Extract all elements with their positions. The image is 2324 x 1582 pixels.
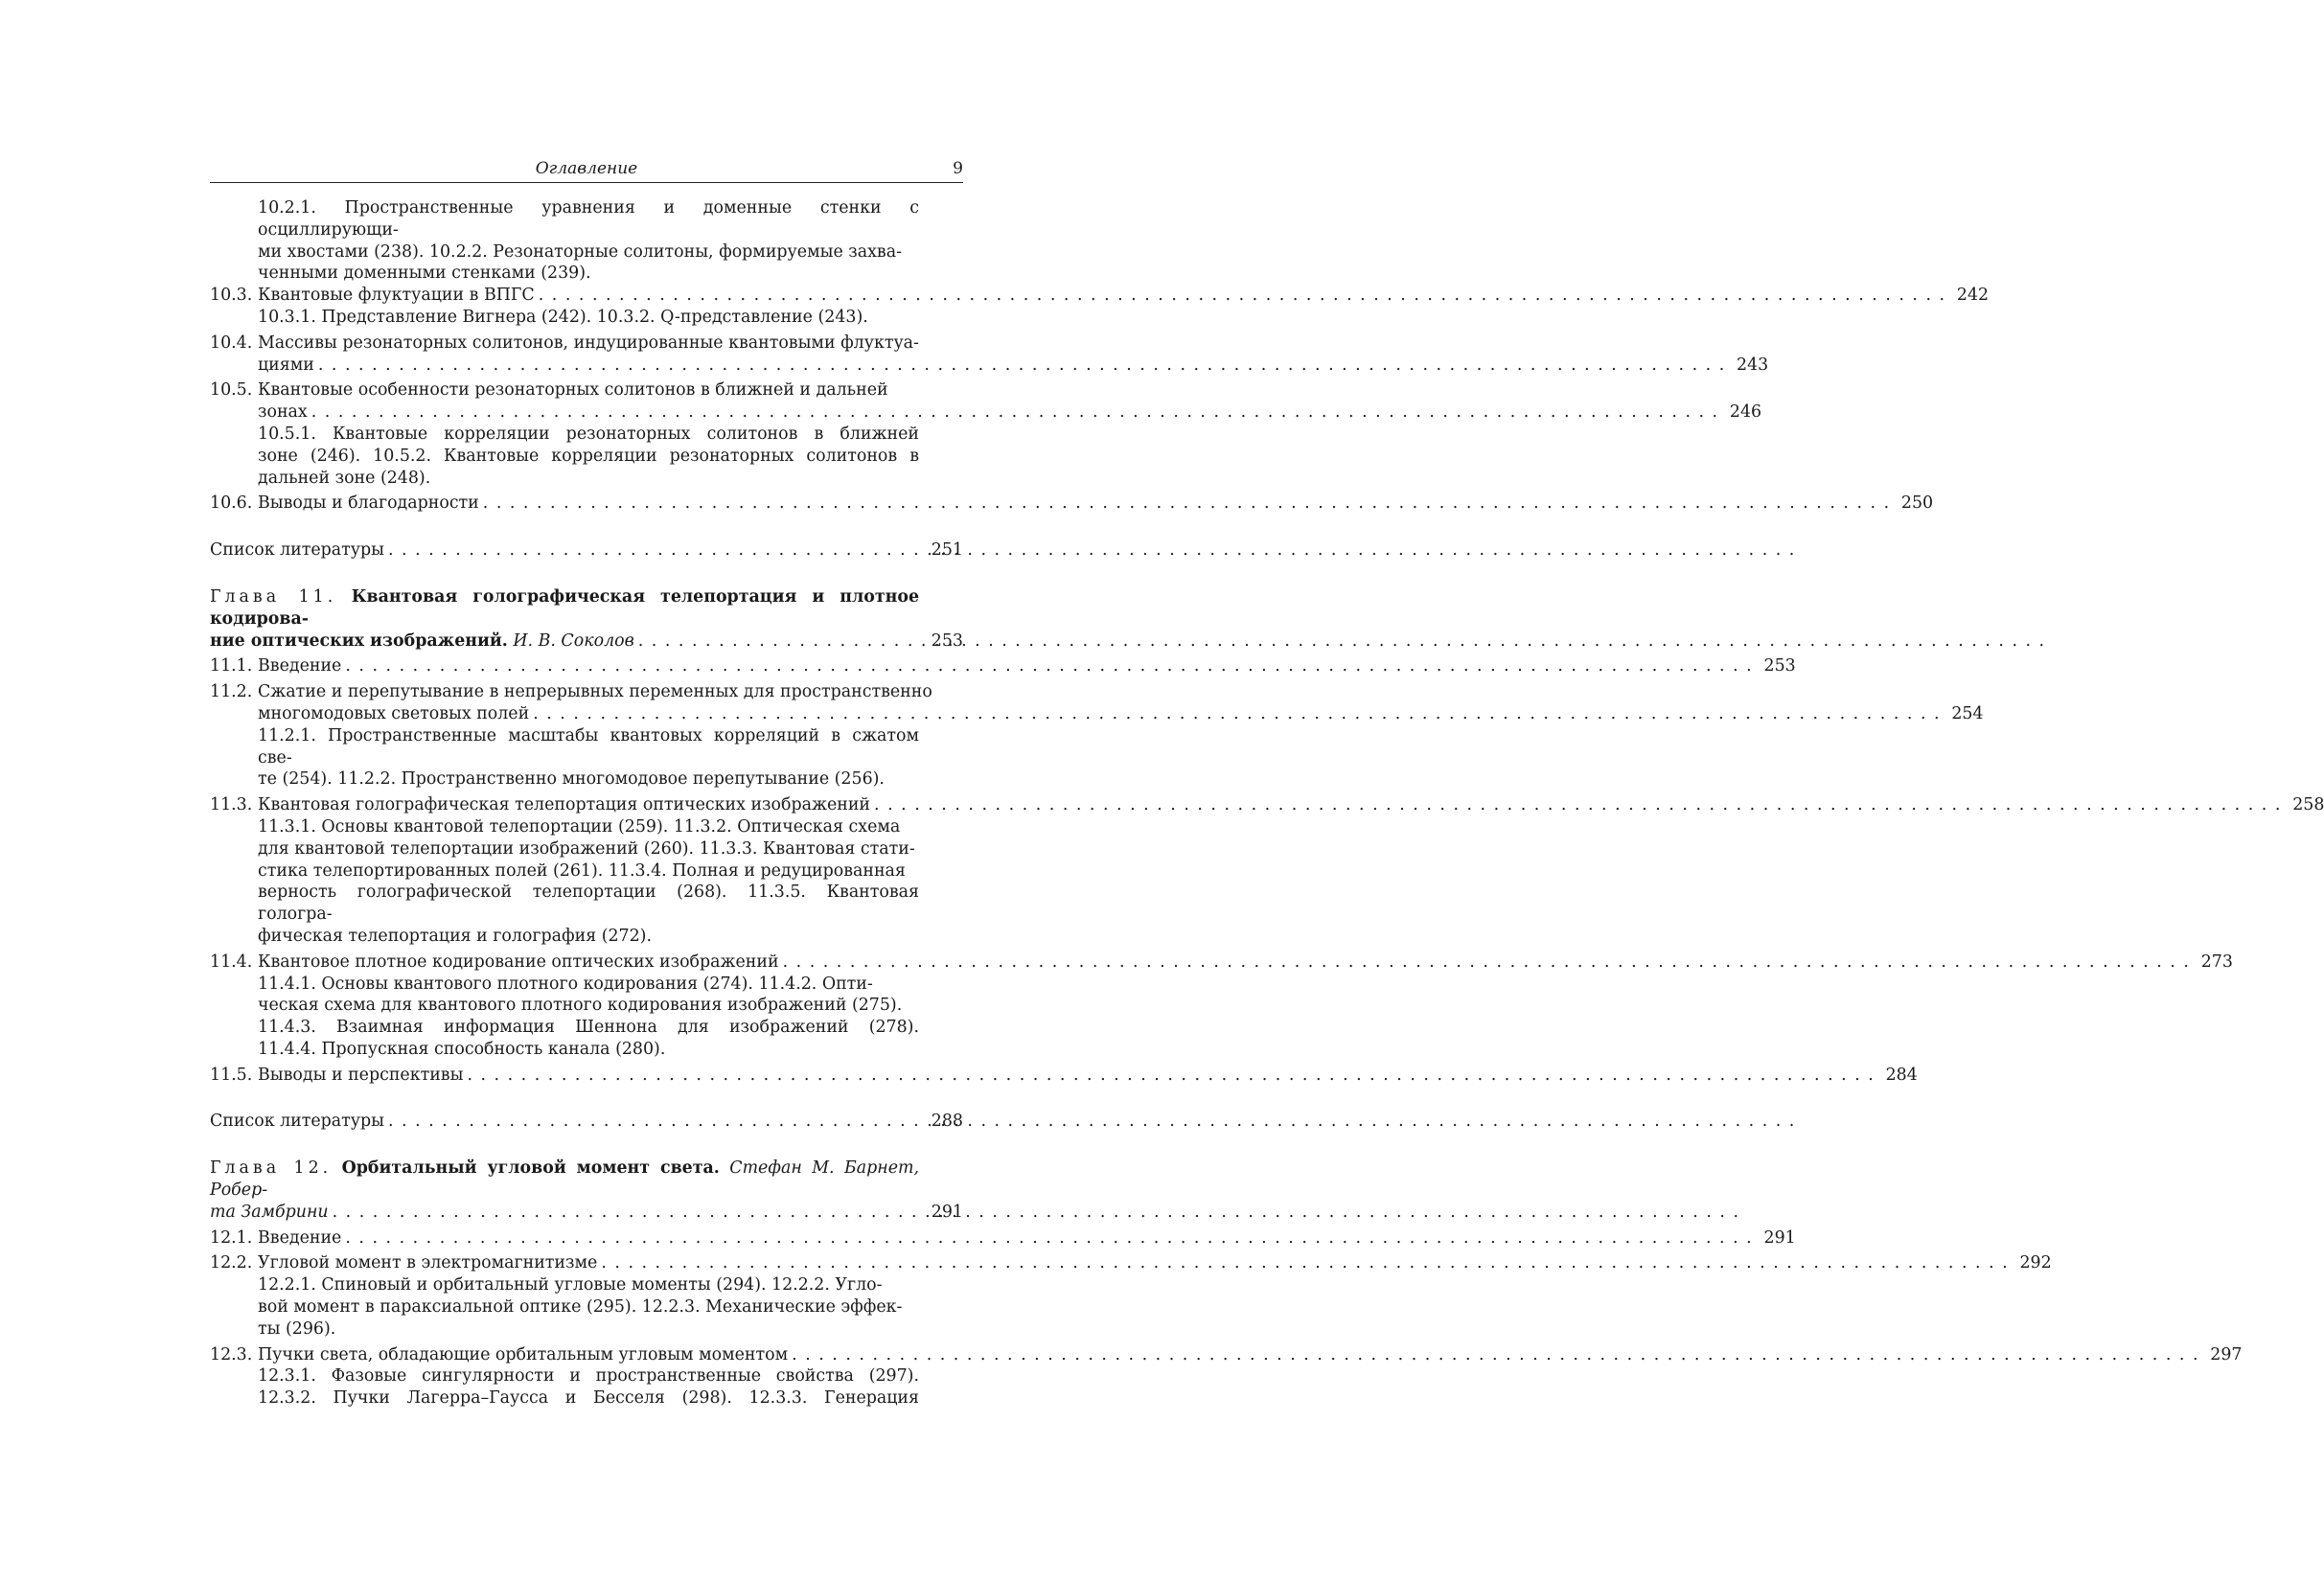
- toc-sub-line: 11.4.3. Взаимная информация Шеннона для изображений (278).: [258, 1018, 919, 1038]
- toc-sub-line: 11.3.1. Основы квантовой телепортации (259). 11.3.2. Оптическая схема: [258, 816, 901, 837]
- chapter-author: Стефан М. Барнет, Робер-: [210, 1158, 919, 1201]
- section-number: 11.2.: [210, 682, 253, 702]
- toc-sub-line: ческая схема для квантового плотного кодирования изображений (275).: [258, 996, 903, 1016]
- toc-entry[interactable]: [210, 1065, 1918, 1087]
- section-number: 11.5.: [210, 1065, 253, 1085]
- toc-sub-line: фическая телепортация и голография (272).: [258, 926, 652, 946]
- section-title-text: Выводы и перспективы: [258, 1065, 464, 1085]
- toc-entry[interactable]: [210, 1344, 2243, 1366]
- toc-entry[interactable]: [210, 379, 1762, 424]
- section-page: 254: [1951, 703, 1984, 723]
- chapter-label: Глава 11.: [210, 586, 337, 607]
- section-title-text: Квантовые особенности резонаторных солитонов в ближней и дальней: [258, 380, 888, 401]
- section-page: 242: [1956, 286, 1990, 306]
- section-page: 284: [1885, 1065, 1918, 1085]
- section-number: 10.3.: [210, 286, 253, 306]
- toc-sub-line: дальней зоне (248).: [258, 468, 431, 488]
- section-title-text: Введение: [258, 656, 342, 676]
- toc-chapter[interactable]: [210, 586, 963, 652]
- references-page: 288: [931, 1112, 963, 1132]
- chapter-title-text: ние оптических изображений.: [210, 631, 508, 651]
- toc-sub-line: 10.5.1. Квантовые корреляции резонаторных солитонов в ближней: [258, 424, 919, 444]
- dot-leader: [779, 951, 2189, 974]
- toc-entry-references[interactable]: [210, 1111, 963, 1133]
- toc-sub-line: 10.2.1. Пространственные уравнения и доменные стенки с осциллирующи-: [258, 198, 919, 240]
- toc-entry[interactable]: [210, 794, 2324, 816]
- section-title: [258, 1065, 1874, 1087]
- section-title: [258, 379, 1717, 424]
- section-number: 11.3.: [210, 795, 253, 815]
- section-title: [258, 951, 2189, 974]
- toc-subsections: [258, 424, 919, 489]
- dot-leader: [314, 355, 1724, 377]
- chapter-author: та Замбрини: [210, 1202, 329, 1222]
- dot-leader: [341, 655, 1751, 677]
- section-number: 11.4.: [210, 951, 253, 972]
- dot-leader: [529, 703, 1939, 725]
- toc-entry[interactable]: [210, 1227, 1796, 1250]
- toc-sub-line: 11.4.4. Пропускная способность канала (280).: [258, 1039, 666, 1059]
- toc-entry[interactable]: [210, 681, 1984, 725]
- dot-leader: [535, 285, 1944, 307]
- section-page: 250: [1900, 493, 1934, 514]
- toc-sub-line: 11.2.1. Пространственные масштабы квантовых корреляций в сжатом све-: [258, 725, 919, 768]
- section-number: 12.1.: [210, 1227, 253, 1248]
- toc-sub-line: 10.3.1. Представление Вигнера (242). 10.3.2. Q-представление (243).: [258, 307, 868, 327]
- dot-leader: [597, 1252, 2007, 1274]
- chapter-author: И. В. Соколов: [513, 631, 634, 651]
- section-title-text: циями: [258, 355, 314, 375]
- chapter-title-text: Орбитальный угловой момент света.: [341, 1158, 720, 1179]
- section-number: 10.4.: [210, 332, 253, 353]
- toc-entry[interactable]: [210, 493, 1934, 515]
- page-number: 9: [953, 159, 963, 178]
- section-title-text: Выводы и благодарности: [258, 493, 479, 514]
- toc-subsections: [258, 1274, 919, 1340]
- toc-sub-line: вой момент в параксиальной оптике (295). 12.2.3. Механические эффек-: [258, 1297, 903, 1318]
- toc-entry[interactable]: [210, 285, 1990, 307]
- toc-sub-line: 12.2.1. Спиновый и орбитальный угловые моменты (294). 12.2.2. Угло-: [258, 1275, 883, 1295]
- references-title: [210, 539, 919, 562]
- toc-sub-line: ченными доменными стенками (239).: [258, 264, 591, 284]
- toc-entry[interactable]: [210, 655, 1796, 677]
- dot-leader: [788, 1344, 2197, 1366]
- toc-subsections: [258, 725, 919, 791]
- toc-entry[interactable]: [210, 332, 1769, 377]
- toc-subsections: [258, 197, 919, 285]
- section-title: [258, 1252, 2008, 1274]
- toc-subsections: [258, 974, 919, 1061]
- toc-sub-line: стика телепортированных полей (261). 11.3.4. Полная и редуцированная: [258, 860, 906, 881]
- section-title: [258, 493, 1889, 515]
- section-page: 258: [2292, 795, 2324, 815]
- section-page: 297: [2210, 1344, 2243, 1364]
- section-page: 273: [2200, 951, 2233, 972]
- running-header: [210, 157, 963, 183]
- toc-entry-references[interactable]: [210, 539, 963, 562]
- toc-sub-line: для квантовой телепортации изображений (260). 11.3.3. Квантовая стати-: [258, 838, 915, 859]
- dot-leader: [479, 493, 1889, 515]
- dot-leader: [870, 794, 2280, 816]
- section-title: [258, 681, 1940, 725]
- section-number: 10.6.: [210, 493, 253, 514]
- section-title-text: Пучки света, обладающие орбитальным угловым моментом: [258, 1344, 789, 1364]
- toc-sub-line: верность голографической телепортации (268). 11.3.5. Квантовая гологра-: [258, 883, 919, 925]
- section-title: [258, 794, 2280, 816]
- toc-entry[interactable]: [210, 951, 2233, 974]
- toc-chapter[interactable]: [210, 1158, 963, 1223]
- chapter-title: [210, 586, 919, 652]
- references-title-text: Список литературы: [210, 540, 384, 561]
- section-page: 291: [1763, 1227, 1796, 1248]
- dot-leader: [463, 1065, 1873, 1087]
- chapter-title-text: Квантовая голографическая телепортация и плотное кодирова-: [210, 586, 920, 629]
- chapter-page: 291: [931, 1202, 963, 1222]
- section-number: 12.3.: [210, 1344, 253, 1364]
- toc-subsections: [258, 816, 919, 948]
- section-title: [258, 1344, 2198, 1366]
- section-title-text: Угловой момент в электромагнитизме: [258, 1253, 598, 1273]
- table-of-contents: [210, 197, 2324, 1410]
- dot-leader: [634, 631, 2044, 653]
- section-page: 292: [2019, 1253, 2052, 1273]
- section-title: [258, 285, 1944, 307]
- toc-sub-line: 11.4.1. Основы квантового плотного кодирования (274). 11.4.2. Опти-: [258, 974, 873, 994]
- dot-leader: [384, 1111, 1794, 1133]
- chapter-label: Глава 12.: [210, 1158, 333, 1179]
- chapter-page: 253: [931, 631, 963, 651]
- dot-leader: [384, 539, 1794, 562]
- section-title-text: Квантовая голографическая телепортация оптических изображений: [258, 795, 871, 815]
- toc-sub-line: 12.3.2. Пучки Лагерра–Гаусса и Бесселя (298). 12.3.3. Генерация: [258, 1388, 919, 1409]
- section-page: 246: [1729, 402, 1762, 423]
- section-page: 253: [1763, 656, 1796, 676]
- section-page: 243: [1737, 355, 1769, 375]
- toc-entry[interactable]: [210, 1252, 2052, 1274]
- section-title-text: Массивы резонаторных солитонов, индуцированные квантовыми флуктуа-: [258, 332, 919, 353]
- section-number: 10.5.: [210, 380, 253, 401]
- toc-sub-line: ты (296).: [258, 1318, 336, 1339]
- section-title-text: Введение: [258, 1227, 342, 1248]
- toc-sub-line: зоне (246). 10.5.2. Квантовые корреляции резонаторных солитонов в: [258, 446, 919, 466]
- section-number: 11.1.: [210, 656, 253, 676]
- toc-sub-line: ми хвостами (238). 10.2.2. Резонаторные солитоны, формируемые захва-: [258, 241, 902, 262]
- toc-subsections: [258, 1365, 919, 1410]
- dot-leader: [308, 401, 1717, 424]
- references-title: [210, 1111, 919, 1133]
- section-title-text: многомодовых световых полей: [258, 703, 530, 723]
- dot-leader: [329, 1202, 1738, 1224]
- toc-subsections: [258, 307, 919, 329]
- section-title-text: Сжатие и перепутывание в непрерывных переменных для пространственно: [258, 682, 932, 702]
- section-number: 12.2.: [210, 1253, 253, 1273]
- dot-leader: [341, 1227, 1751, 1250]
- section-title: [258, 1227, 1752, 1250]
- section-title-text: Квантовые флуктуации в ВПГС: [258, 286, 535, 306]
- references-page: 251: [931, 540, 963, 561]
- toc-sub-line: 12.3.1. Фазовые сингулярности и пространственные свойства (297).: [258, 1366, 919, 1387]
- section-title: [258, 655, 1752, 677]
- section-title-text: зонах: [258, 402, 308, 423]
- toc-sub-line: те (254). 11.2.2. Пространственно многомодовое перепутывание (256).: [258, 769, 885, 790]
- running-title: Оглавление: [535, 159, 638, 178]
- references-title-text: Список литературы: [210, 1112, 384, 1132]
- section-title: [258, 332, 1724, 377]
- section-title-text: Квантовое плотное кодирование оптических изображений: [258, 951, 779, 972]
- chapter-title: [210, 1158, 919, 1223]
